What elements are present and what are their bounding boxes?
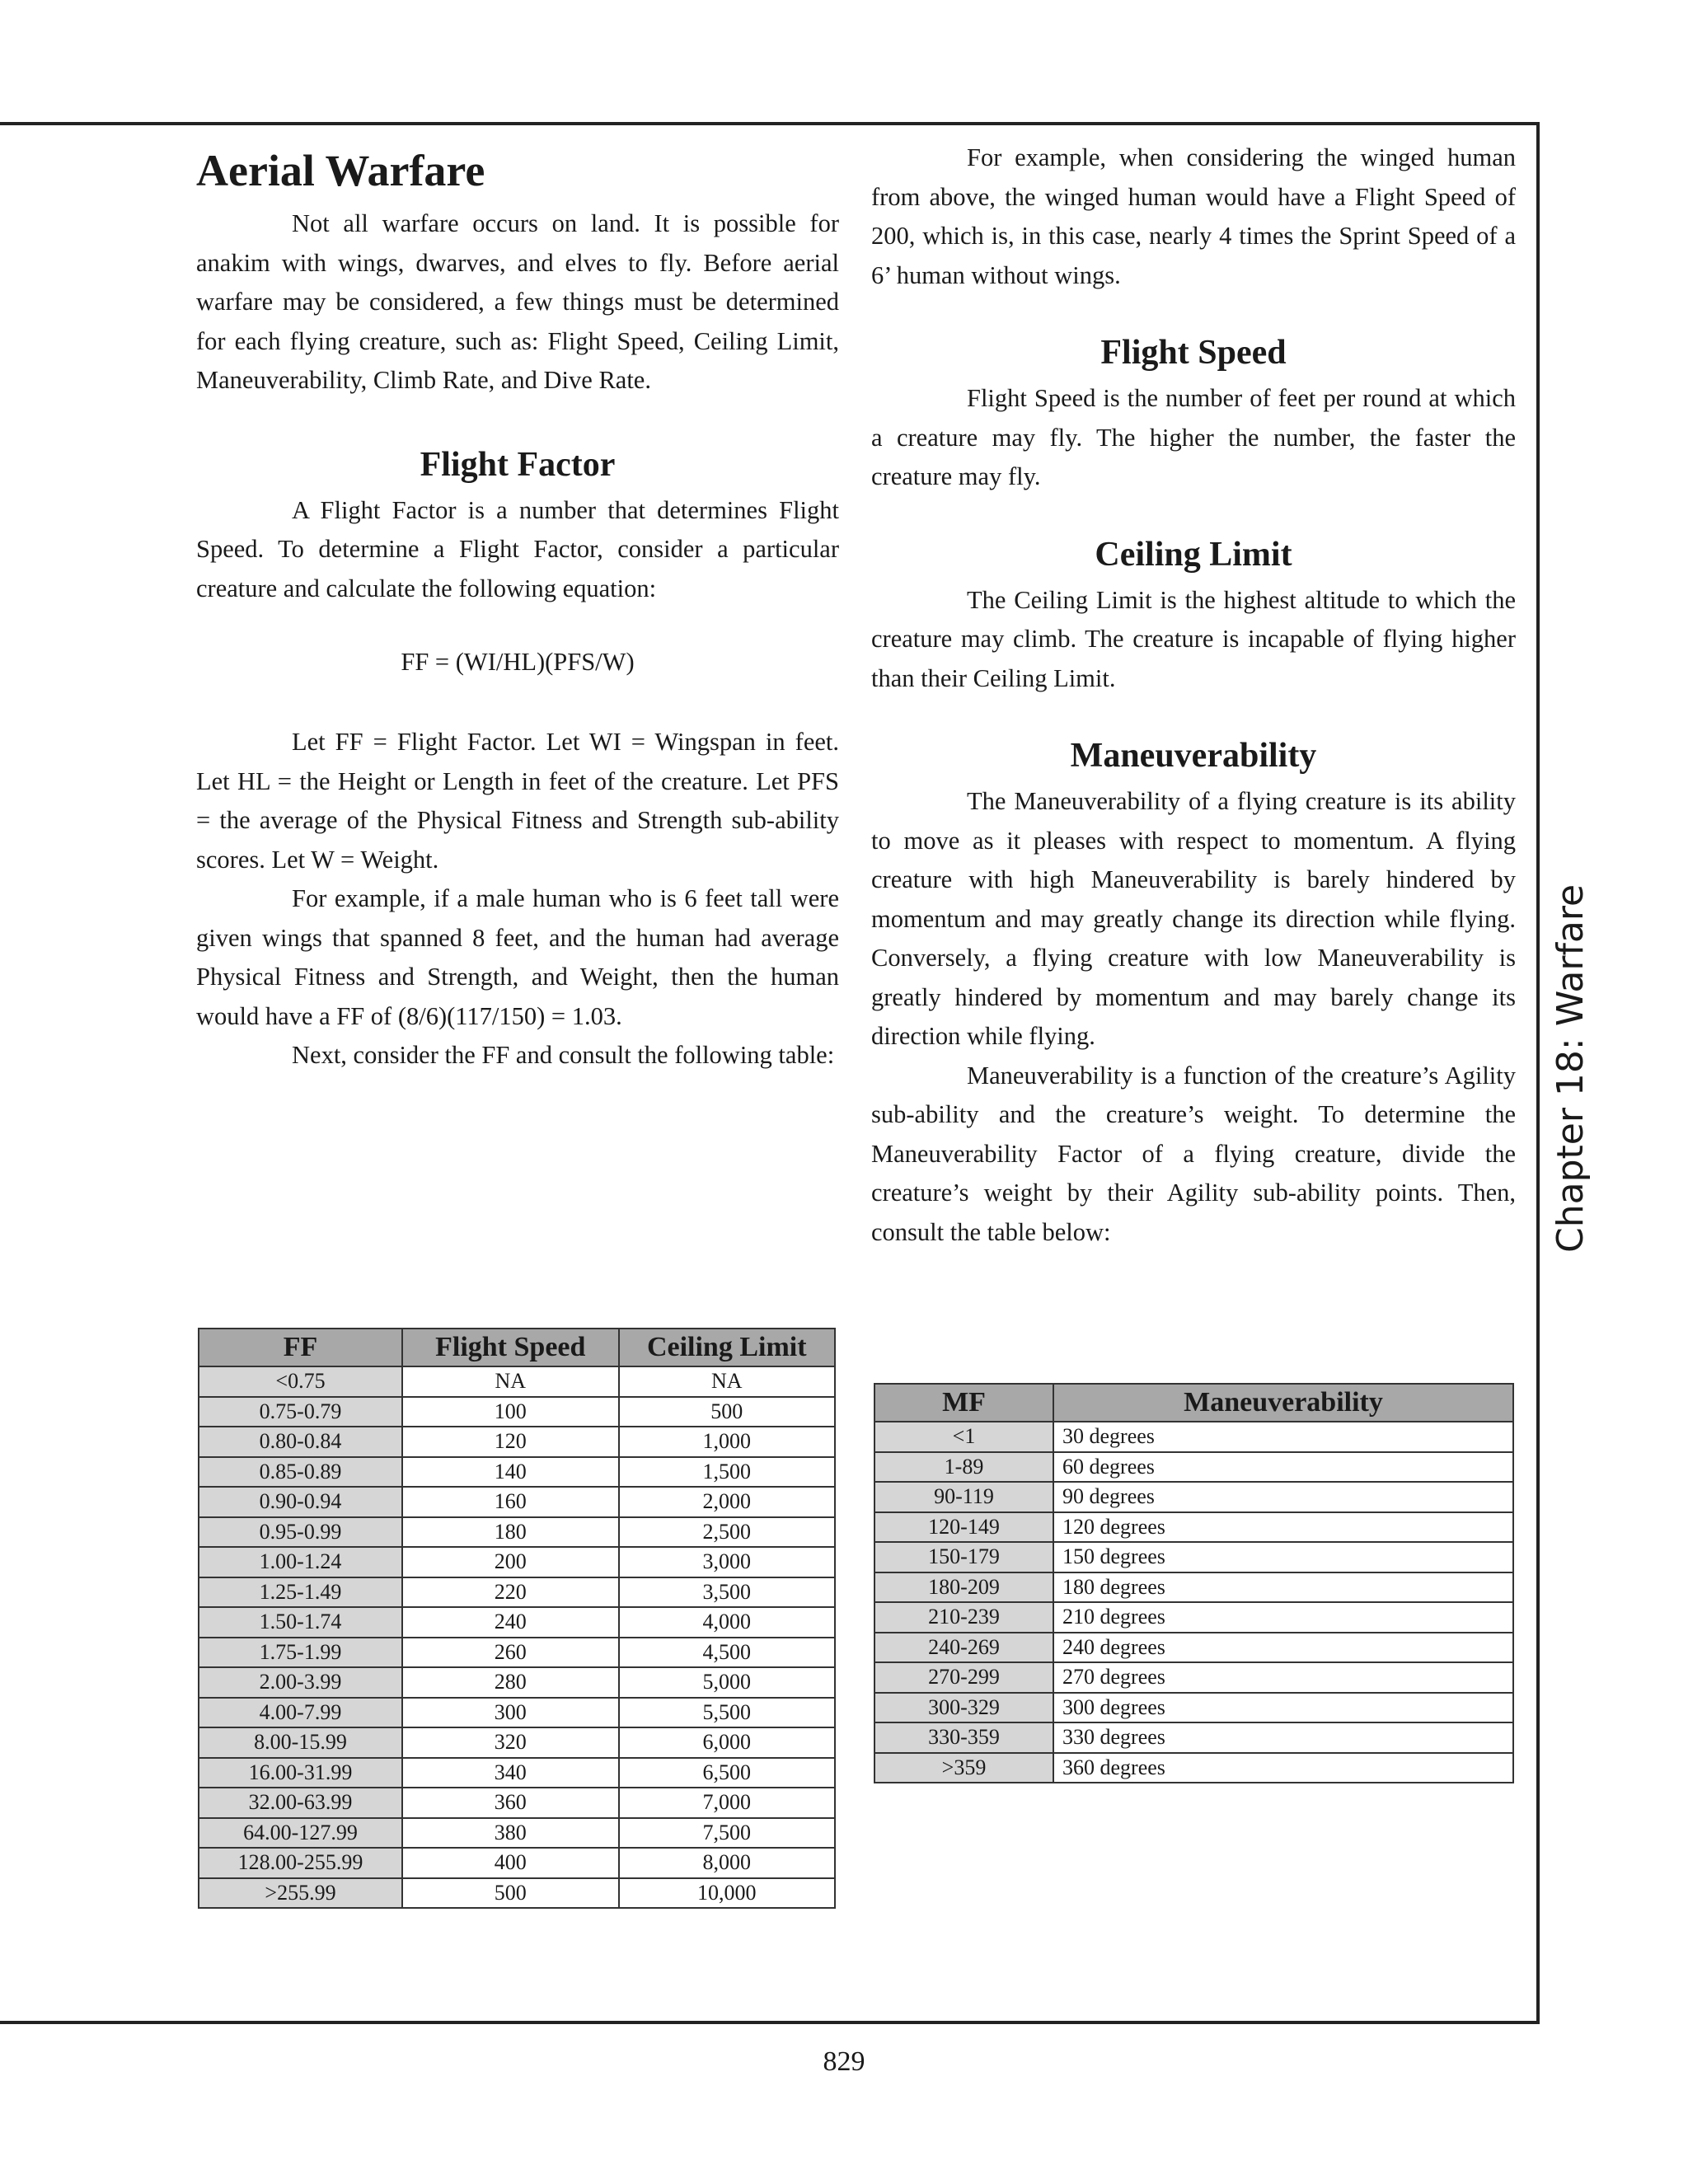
flight-factor-equation: FF = (WI/HL)(PFS/W) bbox=[401, 648, 635, 676]
table-cell: 240 bbox=[402, 1607, 618, 1638]
table-cell: 90 degrees bbox=[1053, 1482, 1513, 1512]
table-row bbox=[199, 1487, 835, 1517]
maneuverability-paragraph: The Maneuverability of a flying creature is its ability to move as it pleases with respect to momentum. A flying creature with high Maneuverability is barely hindered by momentum and may greatly change its direction while flying. Conversely, a flying creature with low Maneuverability is greatly hindered by momentum and may barely change its direction while flying. bbox=[871, 787, 1516, 1050]
table-cell: 300 bbox=[402, 1698, 618, 1728]
table-cell: 100 bbox=[402, 1397, 618, 1427]
page-title: Aerial Warfare bbox=[196, 146, 485, 195]
flight-speed-column-header: Flight Speed bbox=[402, 1329, 618, 1366]
table-cell: 200 bbox=[402, 1547, 618, 1577]
table-cell: 280 bbox=[402, 1667, 618, 1698]
table-cell: 360 bbox=[402, 1788, 618, 1818]
table-cell: 90-119 bbox=[874, 1482, 1053, 1512]
table-cell: 0.95-0.99 bbox=[199, 1517, 402, 1548]
table-cell: 32.00-63.99 bbox=[199, 1788, 402, 1818]
table-cell: 120 degrees bbox=[1053, 1512, 1513, 1543]
mf-column-header: MF bbox=[874, 1384, 1053, 1422]
table-cell: 0.75-0.79 bbox=[199, 1397, 402, 1427]
table-cell: 320 bbox=[402, 1727, 618, 1758]
maneuverability-heading: Maneuverability bbox=[1070, 737, 1317, 775]
table-cell: 220 bbox=[402, 1577, 618, 1608]
table-row bbox=[874, 1722, 1513, 1753]
table-cell: 2.00-3.99 bbox=[199, 1667, 402, 1698]
table-row bbox=[874, 1633, 1513, 1663]
table-cell: 150-179 bbox=[874, 1542, 1053, 1572]
left-column bbox=[196, 138, 839, 1076]
table-cell: 2,000 bbox=[619, 1487, 836, 1517]
table-header-row bbox=[199, 1329, 835, 1366]
table-cell: NA bbox=[619, 1366, 836, 1397]
flight-speed-paragraph: Flight Speed is the number of feet per round at which a creature may fly. The higher the number, the faster the creature may fly. bbox=[871, 384, 1516, 490]
flight-factor-paragraph: A Flight Factor is a number that determines Flight Speed. To determine a Flight Factor, consider a particular creature and calculate the following equation: bbox=[196, 495, 839, 602]
table-cell: 1.75-1.99 bbox=[199, 1638, 402, 1668]
table-cell: 270-299 bbox=[874, 1662, 1053, 1693]
table-cell: 1-89 bbox=[874, 1452, 1053, 1483]
table-cell: 5,000 bbox=[619, 1667, 836, 1698]
flight-factor-example: For example, if a male human who is 6 feet tall were given wings that spanned 8 feet, and the human had average Physical Fitness and Strength, and Weight, then the human would have a FF of (8/6)(117/150) = 1.03. bbox=[196, 884, 839, 1030]
table-cell: 380 bbox=[402, 1818, 618, 1849]
table-cell: 1,000 bbox=[619, 1427, 836, 1457]
table-cell: 128.00-255.99 bbox=[199, 1848, 402, 1878]
table-cell: 300 degrees bbox=[1053, 1693, 1513, 1723]
table-row bbox=[874, 1542, 1513, 1572]
example-continued-paragraph: For example, when considering the winged human from above, the winged human would have a Flight Speed of 200, which is, in this case, nearly 4 times the Sprint Speed of a 6’ human without wings. bbox=[871, 143, 1516, 289]
table-cell: 210 degrees bbox=[1053, 1602, 1513, 1633]
table-cell: >255.99 bbox=[199, 1878, 402, 1909]
table-row bbox=[199, 1667, 835, 1698]
table-row bbox=[199, 1607, 835, 1638]
table-cell: 330 degrees bbox=[1053, 1722, 1513, 1753]
table-row bbox=[199, 1638, 835, 1668]
table-row bbox=[199, 1366, 835, 1397]
page-frame-bottom bbox=[0, 2021, 1540, 2024]
table-row bbox=[199, 1698, 835, 1728]
page-number: 829 bbox=[823, 2046, 865, 2077]
table-row bbox=[874, 1662, 1513, 1693]
table-row bbox=[199, 1457, 835, 1488]
table-row bbox=[199, 1758, 835, 1788]
table-row bbox=[199, 1577, 835, 1608]
table-header-row bbox=[874, 1384, 1513, 1422]
flight-factor-definitions: Let FF = Flight Factor. Let WI = Wingspan in feet. Let HL = the Height or Length in feet of the creature. Let PFS = the average of the Physical Fitness and Strength sub-ability scores. Let W = Weight. bbox=[196, 728, 839, 874]
table-cell: 1,500 bbox=[619, 1457, 836, 1488]
table-cell: 1.50-1.74 bbox=[199, 1607, 402, 1638]
table-cell: 4.00-7.99 bbox=[199, 1698, 402, 1728]
table-cell: 7,500 bbox=[619, 1818, 836, 1849]
table-cell: 180 degrees bbox=[1053, 1572, 1513, 1603]
table-cell: 0.90-0.94 bbox=[199, 1487, 402, 1517]
table-row bbox=[199, 1427, 835, 1457]
page-frame-right bbox=[1536, 122, 1540, 2024]
table-cell: 64.00-127.99 bbox=[199, 1818, 402, 1849]
table-cell: 340 bbox=[402, 1758, 618, 1788]
ff-column-header: FF bbox=[199, 1329, 402, 1366]
table-cell: 400 bbox=[402, 1848, 618, 1878]
table-cell: 8,000 bbox=[619, 1848, 836, 1878]
table-row bbox=[199, 1848, 835, 1878]
table-cell: 140 bbox=[402, 1457, 618, 1488]
table-cell: 180 bbox=[402, 1517, 618, 1548]
table-cell: 270 degrees bbox=[1053, 1662, 1513, 1693]
table-cell: 6,500 bbox=[619, 1758, 836, 1788]
table-cell: 180-209 bbox=[874, 1572, 1053, 1603]
page-frame-top bbox=[0, 122, 1540, 125]
table-cell: 0.85-0.89 bbox=[199, 1457, 402, 1488]
table-row bbox=[199, 1547, 835, 1577]
table-row bbox=[874, 1753, 1513, 1783]
table-cell: 5,500 bbox=[619, 1698, 836, 1728]
table-cell: 150 degrees bbox=[1053, 1542, 1513, 1572]
table-cell: 3,500 bbox=[619, 1577, 836, 1608]
table-cell: 160 bbox=[402, 1487, 618, 1517]
table-cell: 16.00-31.99 bbox=[199, 1758, 402, 1788]
table-cell: 240-269 bbox=[874, 1633, 1053, 1663]
maneuverability-table bbox=[874, 1383, 1514, 1783]
table-row bbox=[199, 1878, 835, 1909]
flight-speed-heading: Flight Speed bbox=[1100, 334, 1287, 372]
maneuverability-column-header: Maneuverability bbox=[1053, 1384, 1513, 1422]
table-row bbox=[874, 1693, 1513, 1723]
table-row bbox=[874, 1452, 1513, 1483]
ceiling-limit-paragraph: The Ceiling Limit is the highest altitude to which the creature may climb. The creature is incapable of flying higher than their Ceiling Limit. bbox=[871, 585, 1516, 692]
table-cell: 7,000 bbox=[619, 1788, 836, 1818]
flight-factor-next: Next, consider the FF and consult the following table: bbox=[292, 1041, 835, 1069]
table-row bbox=[199, 1788, 835, 1818]
table-cell: 0.80-0.84 bbox=[199, 1427, 402, 1457]
table-cell: 3,000 bbox=[619, 1547, 836, 1577]
maneuverability-factor-paragraph: Maneuverability is a function of the creature’s Agility sub-ability and the creature’s weight. To determine the Maneuverability Factor of a flying creature, divide the creature’s weight by their Agility sub-ability points. Then, consult the table below: bbox=[871, 1061, 1516, 1246]
right-column bbox=[871, 138, 1516, 1252]
table-cell: 1.25-1.49 bbox=[199, 1577, 402, 1608]
table-row bbox=[199, 1397, 835, 1427]
ceiling-limit-column-header: Ceiling Limit bbox=[619, 1329, 836, 1366]
chapter-label: Chapter 18: Warfare bbox=[1550, 883, 1592, 1253]
table-cell: 260 bbox=[402, 1638, 618, 1668]
table-cell: 330-359 bbox=[874, 1722, 1053, 1753]
table-cell: 1.00-1.24 bbox=[199, 1547, 402, 1577]
table-row bbox=[874, 1422, 1513, 1452]
table-cell: 240 degrees bbox=[1053, 1633, 1513, 1663]
table-cell: 120-149 bbox=[874, 1512, 1053, 1543]
table-row bbox=[199, 1727, 835, 1758]
table-cell: 30 degrees bbox=[1053, 1422, 1513, 1452]
table-row bbox=[874, 1482, 1513, 1512]
table-row bbox=[199, 1517, 835, 1548]
table-cell: 6,000 bbox=[619, 1727, 836, 1758]
table-cell: 210-239 bbox=[874, 1602, 1053, 1633]
table-row bbox=[874, 1572, 1513, 1603]
table-row bbox=[874, 1512, 1513, 1543]
table-cell: 8.00-15.99 bbox=[199, 1727, 402, 1758]
table-cell: NA bbox=[402, 1366, 618, 1397]
ceiling-limit-heading: Ceiling Limit bbox=[1095, 535, 1292, 574]
table-cell: 4,500 bbox=[619, 1638, 836, 1668]
flight-factor-heading: Flight Factor bbox=[420, 445, 616, 484]
table-cell: 120 bbox=[402, 1427, 618, 1457]
table-cell: 10,000 bbox=[619, 1878, 836, 1909]
table-row bbox=[874, 1602, 1513, 1633]
intro-paragraph: Not all warfare occurs on land. It is possible for anakim with wings, dwarves, and elves to fly. Before aerial warfare may be considered, a few things must be determined for each flying creature, such as: Flight Speed, Ceiling Limit, Maneuverability, Climb Rate, and Dive Rate. bbox=[196, 209, 839, 394]
table-cell: 300-329 bbox=[874, 1693, 1053, 1723]
table-cell: >359 bbox=[874, 1753, 1053, 1783]
table-cell: 500 bbox=[619, 1397, 836, 1427]
table-row bbox=[199, 1818, 835, 1849]
table-cell: 360 degrees bbox=[1053, 1753, 1513, 1783]
table-cell: 500 bbox=[402, 1878, 618, 1909]
flight-factor-table bbox=[198, 1328, 836, 1909]
table-cell: <1 bbox=[874, 1422, 1053, 1452]
table-cell: <0.75 bbox=[199, 1366, 402, 1397]
table-cell: 60 degrees bbox=[1053, 1452, 1513, 1483]
table-cell: 2,500 bbox=[619, 1517, 836, 1548]
table-cell: 4,000 bbox=[619, 1607, 836, 1638]
